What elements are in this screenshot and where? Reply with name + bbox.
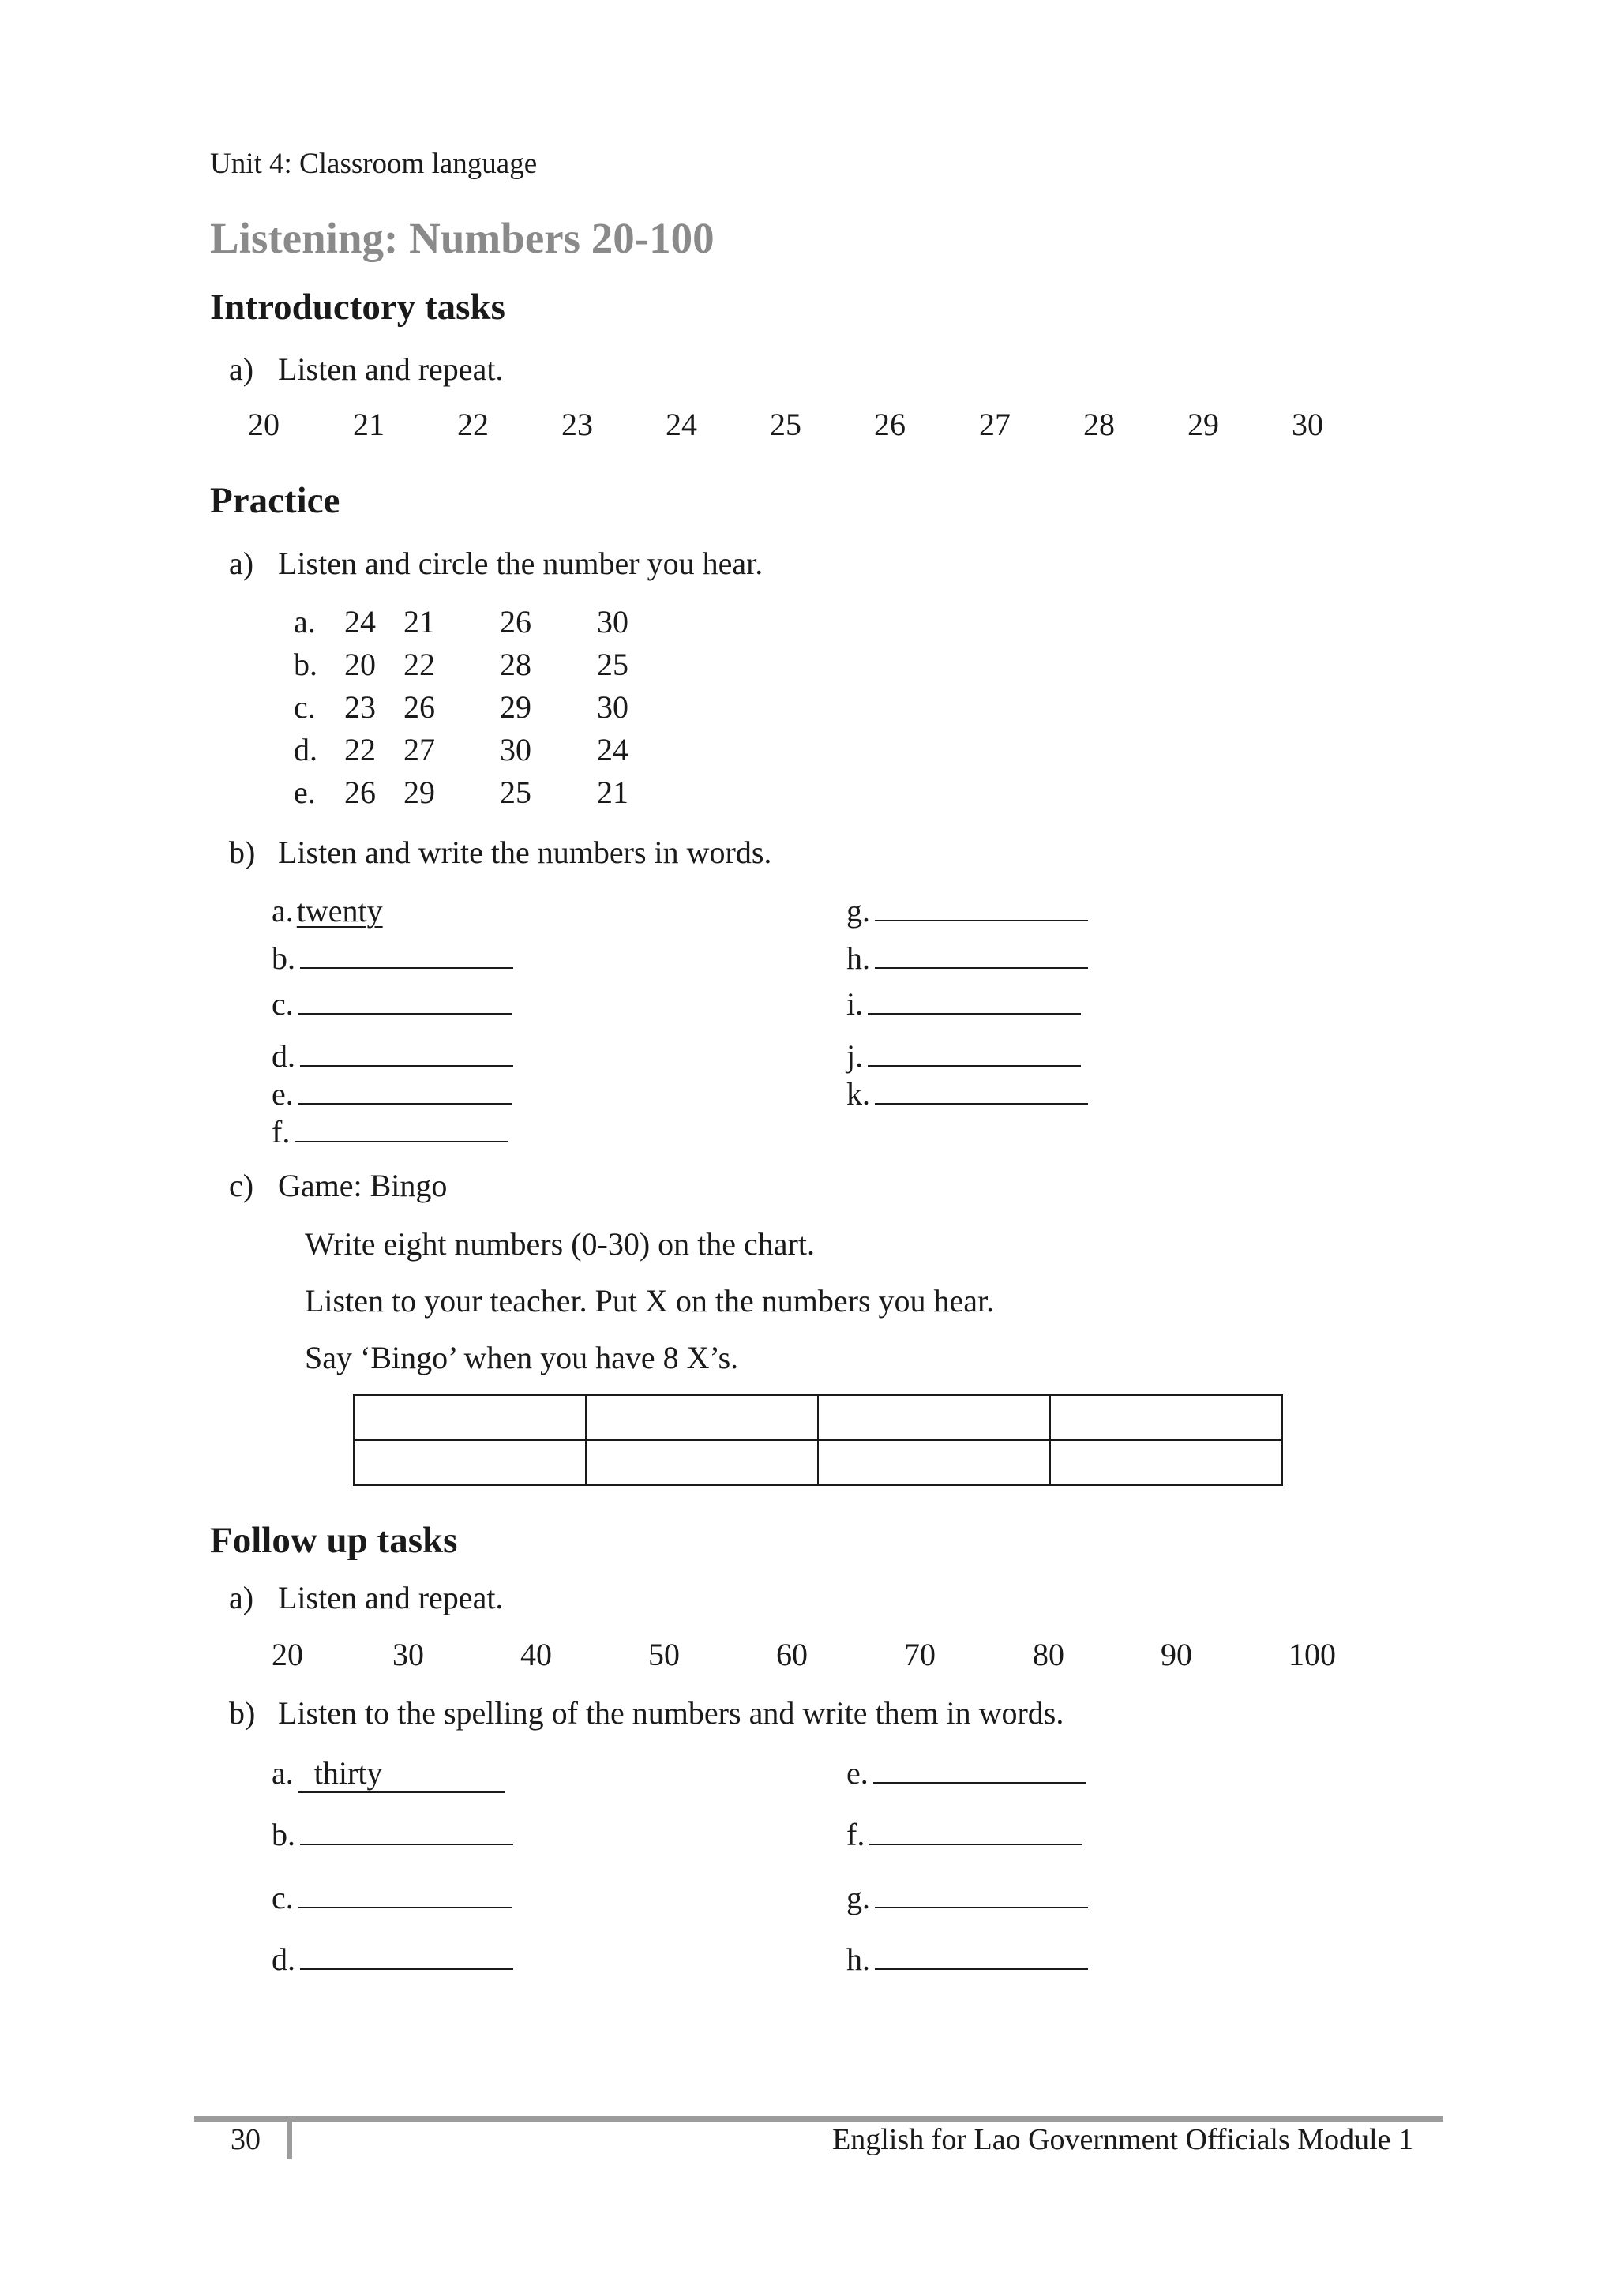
task-marker: a): [229, 1580, 254, 1615]
row-value[interactable]: 30: [500, 732, 531, 767]
write-line[interactable]: [295, 1114, 508, 1142]
spelling-blank-d: [272, 1941, 513, 1978]
spelling-blank-a: [272, 1754, 505, 1793]
number-item: 30: [1292, 407, 1323, 442]
answer-blank-a: [272, 892, 383, 929]
bingo-cell[interactable]: [818, 1395, 1050, 1440]
number-item: 26: [874, 407, 906, 442]
row-value[interactable]: 21: [403, 604, 435, 640]
followup-task-a: [229, 1579, 503, 1616]
number-item: 100: [1289, 1637, 1336, 1672]
intro-heading: Introductory tasks: [210, 287, 505, 328]
footer-rule: [194, 2116, 1443, 2122]
row-value[interactable]: 21: [597, 775, 628, 810]
bingo-cell[interactable]: [1050, 1440, 1282, 1485]
write-line[interactable]: [298, 1076, 512, 1105]
row-value[interactable]: 29: [403, 775, 435, 810]
followup-task-b: [229, 1694, 1064, 1731]
row-value[interactable]: 26: [403, 689, 435, 725]
practice-heading: Practice: [210, 480, 340, 521]
task-marker: c): [229, 1168, 254, 1203]
task-instruction: Listen and repeat.: [278, 1580, 504, 1615]
practice-task-a: [229, 545, 763, 582]
bingo-cell[interactable]: [818, 1440, 1050, 1485]
answer-blank-c: [272, 985, 512, 1022]
write-line[interactable]: [300, 1817, 513, 1845]
answer-blank-j: [846, 1037, 1081, 1075]
followup-number-row: [0, 1636, 1617, 1675]
unit-header: Unit 4: Classroom language: [210, 148, 538, 180]
blank-letter: b.: [272, 1817, 295, 1852]
task-marker: a): [229, 351, 254, 387]
page-title: Listening: Numbers 20-100: [210, 214, 715, 262]
spelling-blank-e: [846, 1754, 1086, 1791]
number-item: 24: [666, 407, 697, 442]
blank-letter: d.: [272, 1038, 295, 1074]
bingo-cell[interactable]: [586, 1440, 818, 1485]
blank-letter: h.: [846, 940, 870, 976]
number-item: 20: [248, 407, 280, 442]
row-value[interactable]: 26: [344, 775, 376, 810]
write-line[interactable]: [300, 1038, 513, 1067]
blank-letter: f.: [272, 1114, 291, 1150]
number-item: 20: [272, 1637, 303, 1672]
answer-blank-g: [846, 892, 1088, 929]
number-item: 60: [776, 1637, 808, 1672]
blank-letter: e.: [272, 1076, 294, 1112]
row-value[interactable]: 24: [597, 732, 628, 767]
number-item: 27: [979, 407, 1011, 442]
write-line[interactable]: [875, 893, 1088, 921]
bingo-instruction-1: Write eight numbers (0-30) on the chart.: [305, 1226, 815, 1262]
task-marker: a): [229, 546, 254, 581]
write-line[interactable]: [873, 1755, 1086, 1784]
answer-blank-k: [846, 1075, 1088, 1112]
number-item: 50: [648, 1637, 680, 1672]
spelling-blank-f: [846, 1816, 1082, 1853]
write-line[interactable]: [875, 1880, 1088, 1908]
bingo-instruction-3: Say ‘Bingo’ when you have 8 X’s.: [305, 1340, 739, 1375]
row-value[interactable]: 28: [500, 647, 531, 682]
write-line[interactable]: [300, 1941, 513, 1970]
number-item: 22: [457, 407, 489, 442]
number-item: 21: [353, 407, 385, 442]
write-line[interactable]: [298, 986, 512, 1015]
row-value[interactable]: 22: [403, 647, 435, 682]
task-instruction: Listen to the spelling of the numbers and write them in words.: [278, 1695, 1064, 1731]
blank-letter: c.: [272, 986, 294, 1022]
spelling-blank-c: [272, 1879, 512, 1916]
spelling-blank-b: [272, 1816, 513, 1853]
task-instruction: Listen and circle the number you hear.: [278, 546, 763, 581]
number-item: 40: [520, 1637, 552, 1672]
followup-heading: Follow up tasks: [210, 1520, 458, 1561]
write-line[interactable]: [300, 940, 513, 969]
answer-blank-d: [272, 1037, 513, 1075]
answer-blank-h: [846, 940, 1088, 977]
bingo-cell[interactable]: [586, 1395, 818, 1440]
task-instruction: Listen and write the numbers in words.: [278, 835, 772, 870]
bingo-cell[interactable]: [354, 1395, 586, 1440]
blank-letter: h.: [846, 1941, 870, 1977]
intro-task-a: [229, 351, 503, 388]
blank-letter: j.: [846, 1038, 864, 1074]
answer-blank-e: [272, 1075, 512, 1112]
write-line[interactable]: [869, 1817, 1082, 1845]
blank-letter: g.: [846, 893, 870, 929]
row-value[interactable]: 25: [597, 647, 628, 682]
row-letter: d.: [294, 732, 317, 767]
row-value[interactable]: 20: [344, 647, 376, 682]
answer-blank-f: [272, 1113, 508, 1150]
intro-number-row: [0, 406, 1617, 445]
write-line[interactable]: [868, 1038, 1081, 1067]
blank-letter: c.: [272, 1880, 294, 1915]
spelling-blank-g: [846, 1879, 1088, 1916]
row-letter: e.: [294, 775, 316, 810]
practice-task-c: [229, 1167, 447, 1204]
row-letter: b.: [294, 647, 317, 682]
write-line[interactable]: [868, 986, 1081, 1015]
blank-letter: i.: [846, 986, 864, 1022]
bingo-chart: [353, 1394, 1283, 1486]
bingo-cell[interactable]: [354, 1440, 586, 1485]
answer-blank-b: [272, 940, 513, 977]
bingo-cell[interactable]: [1050, 1395, 1282, 1440]
row-value[interactable]: 30: [597, 604, 628, 640]
blank-letter: a.: [272, 1755, 294, 1791]
footer-title: English for Lao Government Officials Module 1: [832, 2123, 1413, 2156]
write-line[interactable]: [875, 1941, 1088, 1970]
number-item: 90: [1161, 1637, 1192, 1672]
row-value[interactable]: 23: [344, 689, 376, 725]
write-line[interactable]: [298, 1880, 512, 1908]
row-letter: c.: [294, 689, 316, 725]
page-number: 30: [231, 2123, 261, 2156]
task-marker: b): [229, 1695, 256, 1731]
blank-letter: d.: [272, 1941, 295, 1977]
number-item: 30: [392, 1637, 424, 1672]
example-answer: twenty: [296, 893, 383, 929]
write-line[interactable]: [875, 1076, 1088, 1105]
row-value[interactable]: 29: [500, 689, 531, 725]
number-item: 23: [561, 407, 593, 442]
row-value[interactable]: 27: [403, 732, 435, 767]
task-instruction: Listen and repeat.: [278, 351, 504, 387]
practice-task-b: [229, 834, 771, 871]
answer-blank-i: [846, 985, 1081, 1022]
row-value[interactable]: 25: [500, 775, 531, 810]
example-answer: thirty: [298, 1754, 505, 1793]
blank-letter: a.: [272, 893, 294, 929]
blank-letter: k.: [846, 1076, 870, 1112]
number-item: 25: [770, 407, 801, 442]
blank-letter: b.: [272, 940, 295, 976]
blank-letter: g.: [846, 1880, 870, 1915]
row-value[interactable]: 26: [500, 604, 531, 640]
number-item: 28: [1083, 407, 1115, 442]
spelling-blank-h: [846, 1941, 1088, 1978]
footer-divider: [287, 2122, 292, 2159]
number-item: 29: [1187, 407, 1219, 442]
bingo-instruction-2: Listen to your teacher. Put X on the numbers you hear.: [305, 1283, 995, 1319]
number-item: 70: [904, 1637, 936, 1672]
row-value[interactable]: 24: [344, 604, 376, 640]
row-value[interactable]: 30: [597, 689, 628, 725]
row-letter: a.: [294, 604, 316, 640]
task-instruction: Game: Bingo: [278, 1168, 448, 1203]
task-marker: b): [229, 835, 256, 870]
blank-letter: f.: [846, 1817, 865, 1852]
write-line[interactable]: [875, 940, 1088, 969]
row-value[interactable]: 22: [344, 732, 376, 767]
blank-letter: e.: [846, 1755, 869, 1791]
number-item: 80: [1033, 1637, 1064, 1672]
